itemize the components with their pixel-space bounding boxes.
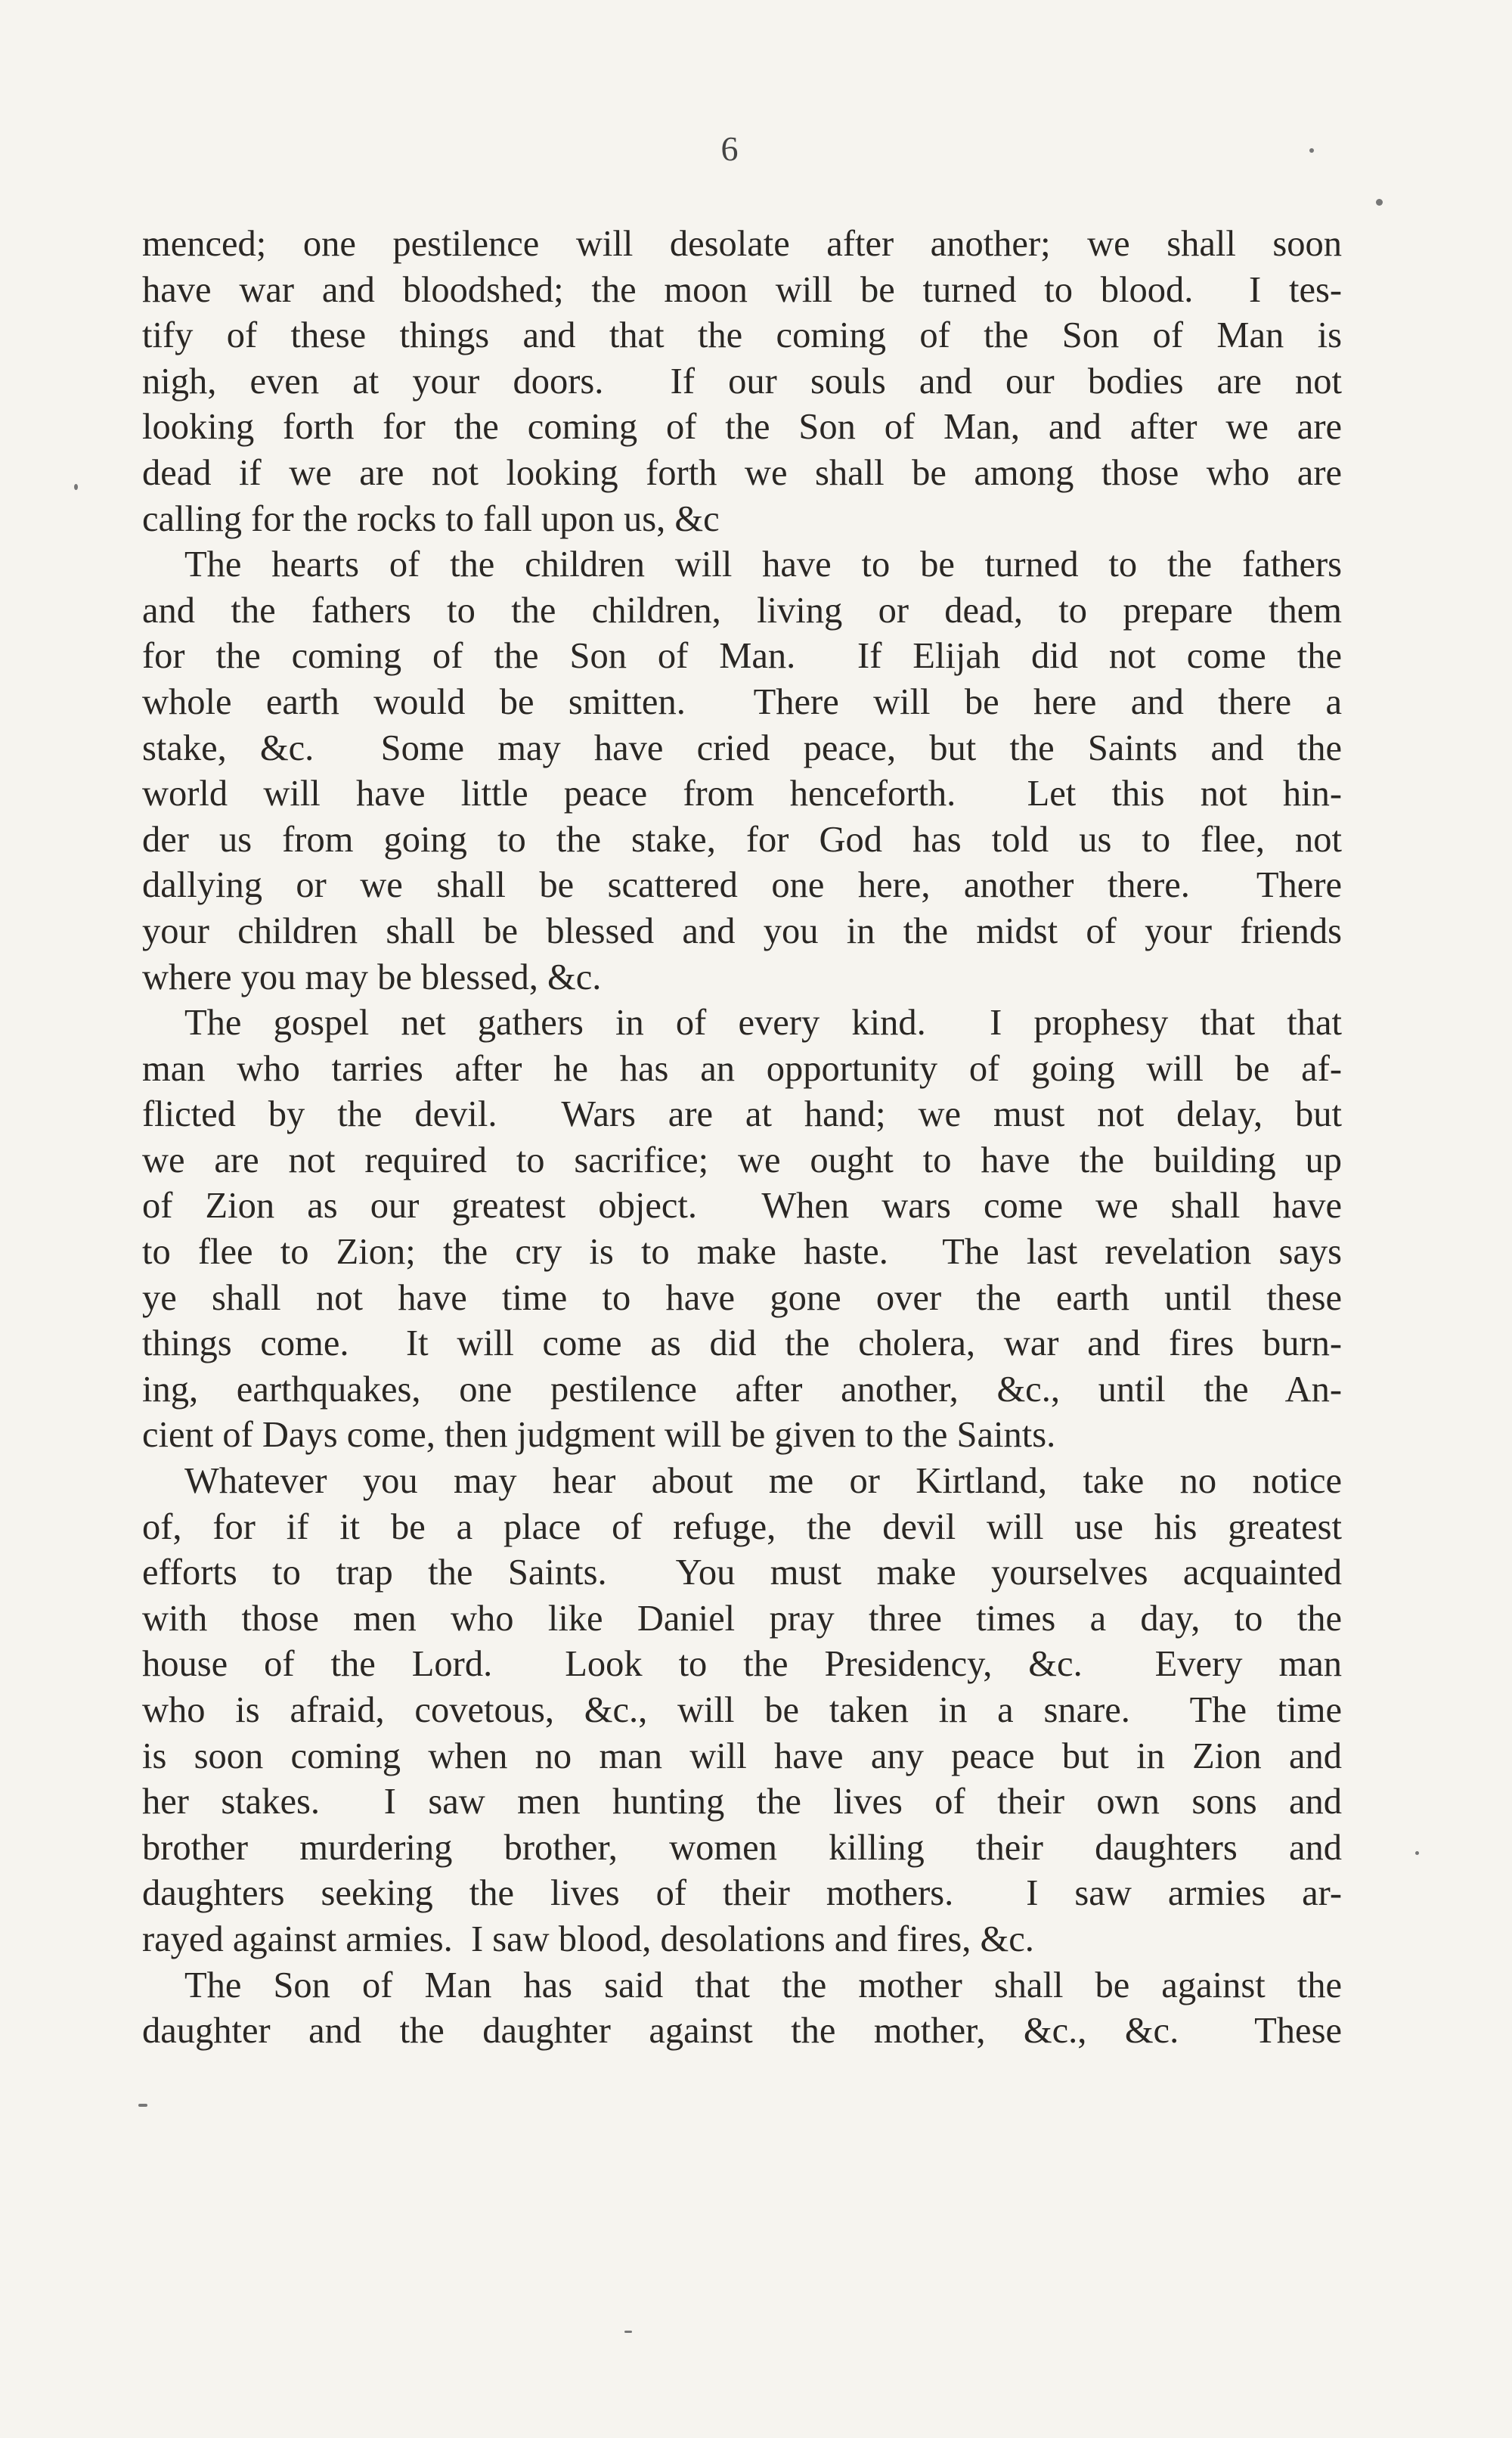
text-line: Whatever you may hear about me or Kirtland, take no notice (184, 1461, 1342, 1502)
text-line: dead if we are not looking forth we shall be among those who are (142, 452, 1342, 493)
text-line: her stakes. I saw men hunting the lives of their own sons and (142, 1782, 1342, 1822)
text-line: dallying or we shall be scattered one here, another there. There (142, 865, 1342, 906)
scan-speck (1415, 1851, 1419, 1855)
scan-speck (1309, 148, 1314, 153)
text-line: with those men who like Daniel pray three times a day, to the (142, 1598, 1342, 1639)
text-line: ing, earthquakes, one pestilence after another, &c., until the An- (142, 1369, 1342, 1410)
text-line: calling for the rocks to fall upon us, &c (142, 498, 720, 539)
text-line: rayed against armies. I saw blood, desolations and fires, &c. (142, 1918, 1034, 1959)
text-line: looking forth for the coming of the Son of Man, and after we are (142, 407, 1342, 448)
scan-speck (138, 2104, 147, 2107)
text-line: whole earth would be smitten. There will be here and there a (142, 681, 1342, 722)
text-line: of Zion as our greatest object. When wars come we shall have (142, 1186, 1342, 1227)
scan-speck (1376, 199, 1383, 206)
text-line: der us from going to the stake, for God has told us to flee, not (142, 819, 1342, 860)
text-line: have war and bloodshed; the moon will be turned to blood. I tes- (142, 269, 1342, 310)
text-line: things come. It will come as did the cholera, war and fires burn- (142, 1323, 1342, 1364)
body-text (142, 222, 1342, 2055)
text-line: cient of Days come, then judgment will be given to the Saints. (142, 1415, 1056, 1456)
text-line: man who tarries after he has an opportunity of going will be af- (142, 1048, 1342, 1089)
text-line: is soon coming when no man will have any peace but in Zion and (142, 1735, 1342, 1776)
text-line: world will have little peace from henceforth. Let this not hin- (142, 774, 1342, 814)
text-line: efforts to trap the Saints. You must make yourselves acquainted (142, 1552, 1342, 1593)
text-line: who is afraid, covetous, &c., will be taken in a snare. The time (142, 1690, 1342, 1730)
text-line: menced; one pestilence will desolate after another; we shall soon (142, 224, 1342, 264)
text-line: The gospel net gathers in of every kind. I prophesy that that (184, 1003, 1342, 1044)
text-line: brother murdering brother, women killing their daughters and (142, 1827, 1342, 1868)
text-line: of, for if it be a place of refuge, the devil will use his greatest (142, 1506, 1342, 1547)
text-line: and the fathers to the children, living or dead, to prepare them (142, 590, 1342, 631)
page-number: 6 (720, 129, 739, 168)
text-line: tify of these things and that the coming of the Son of Man is (142, 315, 1342, 356)
text-line: house of the Lord. Look to the Presidency, &c. Every man (142, 1644, 1342, 1685)
text-line: ye shall not have time to have gone over the earth until these (142, 1277, 1342, 1318)
text-line: we are not required to sacrifice; we ought to have the building up (142, 1140, 1342, 1180)
text-line: for the coming of the Son of Man. If Elijah did not come the (142, 636, 1342, 677)
text-line: where you may be blessed, &c. (142, 957, 602, 997)
scan-speck (74, 484, 78, 490)
scan-speck (624, 2331, 632, 2333)
text-line: nigh, even at your doors. If our souls and our bodies are not (142, 361, 1342, 402)
text-line: your children shall be blessed and you in the midst of your friends (142, 910, 1342, 951)
text-line: stake, &c. Some may have cried peace, but the Saints and the (142, 727, 1342, 768)
text-line: to flee to Zion; the cry is to make haste. The last revelation says (142, 1232, 1342, 1273)
text-line: flicted by the devil. Wars are at hand; we must not delay, but (142, 1094, 1342, 1135)
text-line: The hearts of the children will have to be turned to the fathers (184, 544, 1342, 585)
text-line: The Son of Man has said that the mother shall be against the (184, 1965, 1342, 2005)
text-line: daughter and the daughter against the mother, &c., &c. These (142, 2011, 1342, 2052)
text-line: daughters seeking the lives of their mothers. I saw armies ar- (142, 1873, 1342, 1914)
